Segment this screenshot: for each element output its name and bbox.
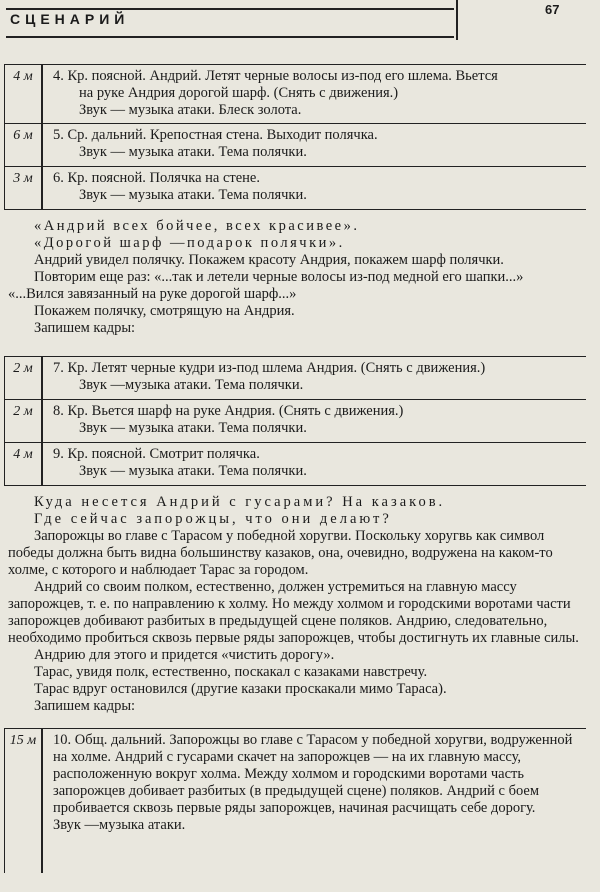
page-number: 67	[545, 2, 560, 17]
question-line: Куда несется Андрий с гусарами? На казаков.	[34, 494, 446, 510]
shot-duration: 4 м	[5, 65, 43, 123]
paragraph: Андрий увидел полячку. Покажем красоту Андрия, покажем шарф полячки.	[34, 252, 504, 268]
paragraph: Повторим еще раз: «...так и летели черные волосы из-под медной его шапки...» «...Вился завязанный на руке дорогой шарф...»	[8, 269, 524, 302]
shot-line: Кр. поясной. Смотрит полячка.	[67, 446, 260, 462]
shot-content	[53, 65, 586, 122]
shot-content	[53, 443, 586, 483]
paragraph: Андрий со своим полком, естественно, должен устремиться на главную массу запорожцев, т. е. по направлению к холму. Но между холмом и городскими воротами части запорожцев добивают разбитых в предыдущей сцене поляков. Андрию, следовательно, необходимо пробиться сквозь первые ряды запорожцев, чтобы достигнуть их главные силы.	[8, 579, 579, 646]
shot-number: 4.	[53, 68, 64, 84]
quote-line: «Андрий всех бойчее, всех красивее».	[34, 218, 360, 234]
shot-table-3	[4, 728, 586, 873]
shot-number: 6.	[53, 170, 64, 186]
middle-text	[8, 218, 582, 337]
shot-duration: 2 м	[5, 357, 43, 399]
shot-row	[4, 400, 586, 443]
shot-row	[4, 357, 586, 400]
shot-line: Кр. Летят черные кудри из-под шлема Андрия. (Снять с движения.)	[67, 360, 486, 376]
shot-line: Кр. поясной. Андрий. Летят черные волосы из-под его шлема. Вьется	[67, 68, 498, 84]
shot-duration: 3 м	[5, 167, 43, 209]
paragraph: Тарас вдруг остановился (другие казаки проскакали мимо Тараса).	[34, 681, 447, 697]
page-header	[0, 0, 600, 50]
shot-row	[4, 443, 586, 486]
paragraph: Тарас, увидя полк, естественно, поскакал с казаками навстречу.	[34, 664, 428, 680]
shot-text: Общ. дальний. Запорожцы во главе с Тарасом у победной хоругви, водруженной на холме. Андрий с гусарами скачет на запорожцев — на их главную массу, расположенную вокруг холма. Между холмом и городскими воротами часть запорожцев добивает разбитых (в предыдущей сцене) поляков. Андрий с боем пробивается сквозь первые ряды запорожцев, начиная расчищать себе дорогу.	[53, 732, 573, 816]
shot-sound: Звук — музыка атаки. Тема полячки.	[79, 187, 307, 203]
shot-duration: 2 м	[5, 400, 43, 442]
running-title: СЦЕНАРИЙ	[10, 11, 130, 27]
shot-duration: 4 м	[5, 443, 43, 485]
shot-row	[4, 65, 586, 124]
shot-number: 5.	[53, 127, 64, 143]
lower-text	[8, 494, 582, 715]
shot-line: Кр. поясной. Полячка на стене.	[67, 170, 260, 186]
shot-sound: Звук — музыка атаки. Тема полячки.	[79, 420, 307, 436]
shot-number: 10.	[53, 732, 72, 748]
shot-line: Ср. дальний. Крепостная стена. Выходит полячка.	[67, 127, 378, 143]
shot-duration: 15 м	[5, 729, 43, 873]
paragraph: Андрию для этого и придется «чистить дорогу».	[34, 647, 335, 663]
shot-line: на руке Андрия дорогой шарф. (Снять с движения.)	[79, 85, 399, 101]
shot-table-1	[4, 64, 586, 210]
shot-table-2	[4, 356, 586, 486]
shot-row	[4, 124, 586, 167]
shot-sound: Звук —музыка атаки. Тема полячки.	[79, 377, 304, 393]
header-divider	[456, 0, 458, 40]
quote-line: «Дорогой шарф —подарок полячки».	[34, 235, 345, 251]
paragraph: Запишем кадры:	[34, 698, 136, 714]
shot-row	[4, 729, 586, 873]
shot-content	[53, 729, 586, 837]
shot-number: 7.	[53, 360, 64, 376]
shot-number: 8.	[53, 403, 64, 419]
paragraph: Покажем полячку, смотрящую на Андрия.	[34, 303, 295, 319]
shot-line: Кр. Вьется шарф на руке Андрия. (Снять с движения.)	[67, 403, 404, 419]
shot-sound: Звук — музыка атаки. Тема полячки.	[79, 463, 307, 479]
shot-sound: Звук —музыка атаки.	[53, 817, 186, 833]
shot-number: 9.	[53, 446, 64, 462]
paragraph: Запорожцы во главе с Тарасом у победной хоругви. Поскольку хоругвь как символ победы должна быть видна большинству казаков, она, очевидно, водружена на каком-то холме, с которого и наблюдает Тарас за городом.	[8, 528, 553, 578]
shot-content	[53, 124, 586, 164]
shot-content	[53, 167, 586, 207]
shot-sound: Звук — музыка атаки. Тема полячки.	[79, 144, 307, 160]
shot-duration: 6 м	[5, 124, 43, 166]
shot-row	[4, 167, 586, 210]
shot-content	[53, 400, 586, 440]
shot-sound: Звук — музыка атаки. Блеск золота.	[79, 102, 302, 118]
shot-content	[53, 357, 586, 397]
paragraph: Запишем кадры:	[34, 320, 136, 336]
question-line: Где сейчас запорожцы, что они делают?	[34, 511, 392, 527]
